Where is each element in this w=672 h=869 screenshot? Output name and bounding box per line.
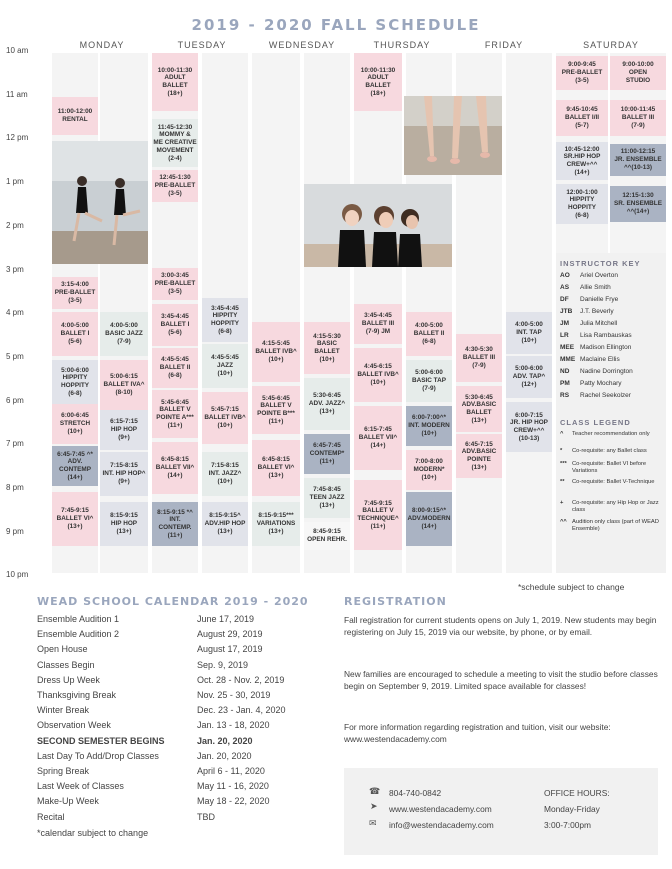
calendar-event: Dress Up Week — [37, 674, 100, 685]
legend-row: ^^ Audition only class (part of WEAD Ensemble) — [560, 519, 659, 533]
calendar-date: April 6 - 11, 2020 — [197, 766, 265, 776]
calendar-date: Jan. 13 - 18, 2020 — [197, 720, 270, 731]
class-block[interactable]: 3:45-4:45 BALLET III (7-9) JM — [354, 304, 402, 344]
class-block[interactable]: 6:45-8:15 BALLET VII^ (14+) — [152, 442, 198, 494]
calendar-date: Dec. 23 - Jan. 4, 2020 — [197, 705, 286, 716]
instructor-row: JM Julia Mitchell — [560, 320, 618, 327]
class-block[interactable]: 8:15-9:15 HIP HOP (13+) — [100, 502, 148, 546]
class-block[interactable]: 10:00-11:45 BALLET III (7-9) — [610, 100, 666, 136]
calendar-date: Oct. 28 - Nov. 2, 2019 — [197, 674, 285, 685]
calendar-note: *calendar subject to change — [37, 828, 149, 838]
instructor-row: ND Nadine Dorrington — [560, 368, 633, 375]
time-label: 3 pm — [6, 265, 24, 274]
class-block[interactable]: 6:45-7:45 CONTEMP* (11+) — [304, 434, 350, 474]
class-block[interactable]: 5:00-6:00 ADV. TAP^ (12+) — [506, 356, 552, 398]
day-header-tuesday: TUESDAY — [177, 40, 227, 50]
time-label: 11 am — [6, 90, 28, 99]
class-block[interactable]: 12:00-1:00 HIPPITY HOPPITY (6-8) — [556, 184, 608, 224]
time-label: 10 pm — [6, 570, 29, 579]
calendar-event: Open House — [37, 644, 88, 655]
class-block[interactable]: 9:00-9:45 PRE-BALLET (3-5) — [556, 56, 608, 90]
calendar-event: Last Day To Add/Drop Classes — [37, 750, 159, 761]
class-block[interactable]: 5:30-6:45 ADV.BASIC BALLET (13+) — [456, 386, 502, 432]
website-link[interactable]: www.westendacademy.com — [389, 804, 492, 814]
calendar-event: Winter Break — [37, 705, 90, 716]
registration-paragraph: New families are encouraged to schedule a meeting to visit the studio before classes begin on September 9, 2019. Limited space available for classes! — [344, 669, 658, 692]
calendar-date: May 11 - 16, 2020 — [197, 781, 269, 792]
time-label: 6 pm — [6, 396, 24, 405]
calendar-date: TBD — [197, 811, 215, 822]
schedule-note: *schedule subject to change — [518, 582, 625, 592]
class-block[interactable]: 3:45-4:45 HIPPITY HOPPITY (6-8) — [202, 298, 248, 342]
calendar-event: Recital — [37, 811, 65, 822]
calendar-event: Ensemble Audition 1 — [37, 614, 120, 624]
class-block[interactable]: 11:45-12:30 MOMMY & ME CREATIVE MOVEMENT (2-4) — [152, 119, 198, 167]
class-block[interactable]: 4:15-5:45 BALLET IVB^ (10+) — [252, 322, 300, 382]
day-header-saturday: SATURDAY — [583, 40, 639, 50]
time-label: 2 pm — [6, 221, 24, 230]
phone-number[interactable]: 804-740-0842 — [389, 788, 442, 798]
pointe-feet-photo — [404, 96, 502, 175]
instructor-row: AS Allie Smith — [560, 284, 611, 291]
schedule-title: 2019 - 2020 FALL SCHEDULE — [191, 16, 481, 34]
class-block[interactable]: 6:45-7:45 ^* ADV. CONTEMP (14+) — [52, 446, 98, 486]
time-label: 8 pm — [6, 483, 24, 492]
time-label: 1 pm — [6, 177, 24, 186]
class-block[interactable]: 5:00-6:00 BASIC TAP (7-9) — [406, 360, 452, 402]
class-block[interactable]: 12:45-1:30 PRE-BALLET (3-5) — [152, 170, 198, 202]
class-block[interactable]: 9:45-10:45 BALLET I/II (5-7) — [556, 100, 608, 136]
day-header-monday: MONDAY — [79, 40, 125, 50]
class-block[interactable]: 6:45-7:15 ADV.BASIC POINTE (13+) — [456, 434, 502, 478]
class-block[interactable]: 4:15-5:30 BASIC BALLET (10+) — [304, 322, 350, 374]
instructor-row: PM Patty Mochary — [560, 380, 622, 387]
day-header-friday: FRIDAY — [484, 40, 524, 50]
email-icon: ✉ — [369, 818, 377, 828]
dancers-photo — [52, 141, 148, 264]
class-block[interactable]: 5:30-6:45 ADV. JAZZ^ (13+) — [304, 378, 350, 430]
registration-paragraph: Fall registration for current students opens on July 1, 2019. New students may begin registering on July 15, 2019 via our website, by phone, or by email. — [344, 615, 657, 638]
class-block[interactable]: 4:30-5:30 BALLET III (7-9) — [456, 334, 502, 382]
instructor-row: AO Ariel Overton — [560, 272, 618, 279]
class-block[interactable]: 6:00-7:15 JR. HIP HOP CREW+^^ (10-13) — [506, 402, 552, 452]
class-block[interactable]: 12:15-1:30 SR. ENSEMBLE ^^(14+) — [610, 186, 666, 222]
class-block[interactable]: 4:00-5:00 BALLET II (6-8) — [406, 312, 452, 356]
class-block[interactable]: 6:15-7:15 HIP HOP (9+) — [100, 410, 148, 450]
class-block[interactable]: 8:15-9:15^ ADV.HIP HOP (13+) — [202, 502, 248, 546]
class-block[interactable]: 6:15-7:45 BALLET VII^ (14+) — [354, 406, 402, 470]
class-block[interactable]: 6:00-7:00^* INT. MODERN (10+) — [406, 406, 452, 446]
class-block[interactable]: 6:00-6:45 STRETCH (10+) — [52, 404, 98, 444]
calendar-date: June 17, 2019 — [197, 614, 255, 624]
time-label: 10 am — [6, 46, 29, 55]
class-block[interactable]: 10:45-12:00 SR.HIP HOP CREW+^^ (14+) — [556, 142, 608, 180]
office-hours-days: Monday-Friday — [544, 804, 600, 814]
cursor-icon: ➤ — [370, 801, 378, 811]
class-block[interactable]: 10:00-11:30 ADULT BALLET (18+) — [354, 53, 402, 111]
class-block[interactable]: 4:00-5:00 BALLET I (5-6) — [52, 312, 98, 356]
class-block[interactable]: 3:00-3:45 PRE-BALLET (3-5) — [152, 268, 198, 300]
legend-row: ^ Teacher recommendation only — [560, 431, 650, 437]
legend-row: ** Co-requisite: Ballet V-Technique — [560, 479, 655, 485]
class-block[interactable]: 4:45-5:45 JAZZ (10+) — [202, 344, 248, 388]
class-block[interactable]: 4:00-5:00 INT. TAP (10+) — [506, 312, 552, 354]
class-block[interactable]: 7:45-9:15 BALLET V TECHNIQUE^ (11+) — [354, 480, 402, 550]
class-block[interactable]: 11:00-12:15 JR. ENSEMBLE ^^(10-13) — [610, 144, 666, 176]
class-block[interactable]: 5:45-7:15 BALLET IVB^ (10+) — [202, 392, 248, 444]
legend-row: * Co-requisite: any Ballet class — [560, 448, 647, 454]
class-block[interactable]: 5:00-6:00 HIPPITY HOPPITY (6-8) — [52, 360, 98, 404]
calendar-event: Thanksgiving Break — [37, 690, 117, 700]
calendar-event: SECOND SEMESTER BEGINS — [37, 735, 165, 746]
class-block[interactable]: 4:45-5:45 BALLET II (6-8) — [152, 348, 198, 388]
phone-icon: ☎ — [369, 786, 381, 796]
class-block[interactable]: 6:45-8:15 BALLET VI^ (13+) — [252, 440, 300, 496]
class-block[interactable]: 11:00-12:00 RENTAL — [52, 97, 98, 135]
time-label: 7 pm — [6, 439, 24, 448]
calendar-date: Jan. 20, 2020 — [197, 750, 252, 761]
class-block[interactable]: 5:00-6:15 BALLET IVA^ (8-10) — [100, 360, 148, 410]
class-block[interactable]: 5:45-6:45 BALLET V POINTE B*** (11+) — [252, 386, 300, 434]
class-block[interactable]: 8:45-9:15 OPEN REHR. — [304, 522, 350, 550]
calendar-event: Make-Up Week — [37, 796, 99, 807]
time-label: 5 pm — [6, 352, 24, 361]
young-dancers-photo — [304, 184, 452, 267]
class-block[interactable]: 3:15-4:00 PRE-BALLET (3-5) — [52, 277, 98, 309]
legend-row: + Co-requisite: any Hip Hop or Jazz class — [560, 500, 659, 514]
class-block[interactable]: 8:15-9:15 *^ INT. CONTEMP. (11+) — [152, 502, 198, 546]
instructor-row: DF Danielle Frye — [560, 296, 619, 303]
calendar-date: Sep. 9, 2019 — [197, 659, 249, 670]
class-block[interactable]: 8:00-9:15^* ADV.MODERN (14+) — [406, 492, 452, 546]
class-block[interactable]: 10:00-11:30 ADULT BALLET (18+) — [152, 53, 198, 111]
registration-heading: REGISTRATION — [344, 595, 447, 608]
calendar-date: August 17, 2019 — [197, 644, 263, 655]
class-block[interactable]: 7:45-8:45 TEEN JAZZ (13+) — [304, 478, 350, 518]
day-header-wednesday: WEDNESDAY — [268, 40, 336, 50]
class-block[interactable]: 4:00-5:00 BASIC JAZZ (7-9) — [100, 312, 148, 356]
calendar-event: Ensemble Audition 2 — [37, 629, 120, 640]
calendar-event: Observation Week — [37, 720, 111, 731]
class-block[interactable]: 8:15-9:15*** VARIATIONS (13+) — [252, 502, 300, 546]
class-block[interactable]: 5:45-6:45 BALLET V POINTE A*** (11+) — [152, 390, 198, 438]
class-block[interactable]: 7:15-8:15 INT. JAZZ^ (10+) — [202, 452, 248, 496]
class-block[interactable]: 7:45-9:15 BALLET VI^ (13+) — [52, 492, 98, 546]
calendar-heading: WEAD SCHOOL CALENDAR 2019 - 2020 — [37, 595, 309, 608]
legend-row: *** Co-requisite: Ballet VI before Variations — [560, 461, 647, 475]
calendar-date: Jan. 20, 2020 — [197, 735, 253, 746]
time-label: 12 pm — [6, 133, 29, 142]
instructor-row: RS Rachel Seekolzer — [560, 392, 631, 399]
instructor-row: MEE Madison Ellington — [560, 344, 632, 351]
calendar-date: August 29, 2019 — [197, 629, 263, 640]
instructor-row: LR Lisa Rambauskas — [560, 332, 632, 339]
instructor-row: JTB J.T. Beverly — [560, 308, 614, 315]
class-block[interactable]: 3:45-4:45 BALLET I (5-6) — [152, 304, 198, 346]
calendar-event: Last Week of Classes — [37, 781, 124, 792]
calendar-event: Classes Begin — [37, 659, 95, 670]
class-block[interactable]: 4:45-6:15 BALLET IVB^ (10+) — [354, 348, 402, 402]
office-hours-label: OFFICE HOURS: — [544, 788, 610, 798]
day-header-thursday: THURSDAY — [373, 40, 431, 50]
instructor-row: MME Maclaine Ellis — [560, 356, 620, 363]
class-legend-heading: CLASS LEGEND — [560, 418, 631, 427]
calendar-date: Nov. 25 - 30, 2019 — [197, 690, 271, 700]
email-link[interactable]: info@westendacademy.com — [389, 820, 494, 830]
office-hours-time: 3:00-7:00pm — [544, 820, 592, 830]
time-label: 4 pm — [6, 308, 24, 317]
class-block[interactable]: 7:00-8:00 MODERN* (10+) — [406, 450, 452, 490]
calendar-date: May 18 - 22, 2020 — [197, 796, 270, 807]
registration-paragraph: For more information regarding registration and tuition, visit our website: www.westendacademy.com — [344, 722, 611, 745]
class-block[interactable]: 7:15-8:15 INT. HIP HOP^ (9+) — [100, 452, 148, 496]
instructor-key-heading: INSTRUCTOR KEY — [560, 259, 641, 268]
calendar-event: Spring Break — [37, 766, 90, 776]
time-label: 9 pm — [6, 527, 24, 536]
class-block[interactable]: 9:00-10:00 OPEN STUDIO — [610, 56, 666, 90]
